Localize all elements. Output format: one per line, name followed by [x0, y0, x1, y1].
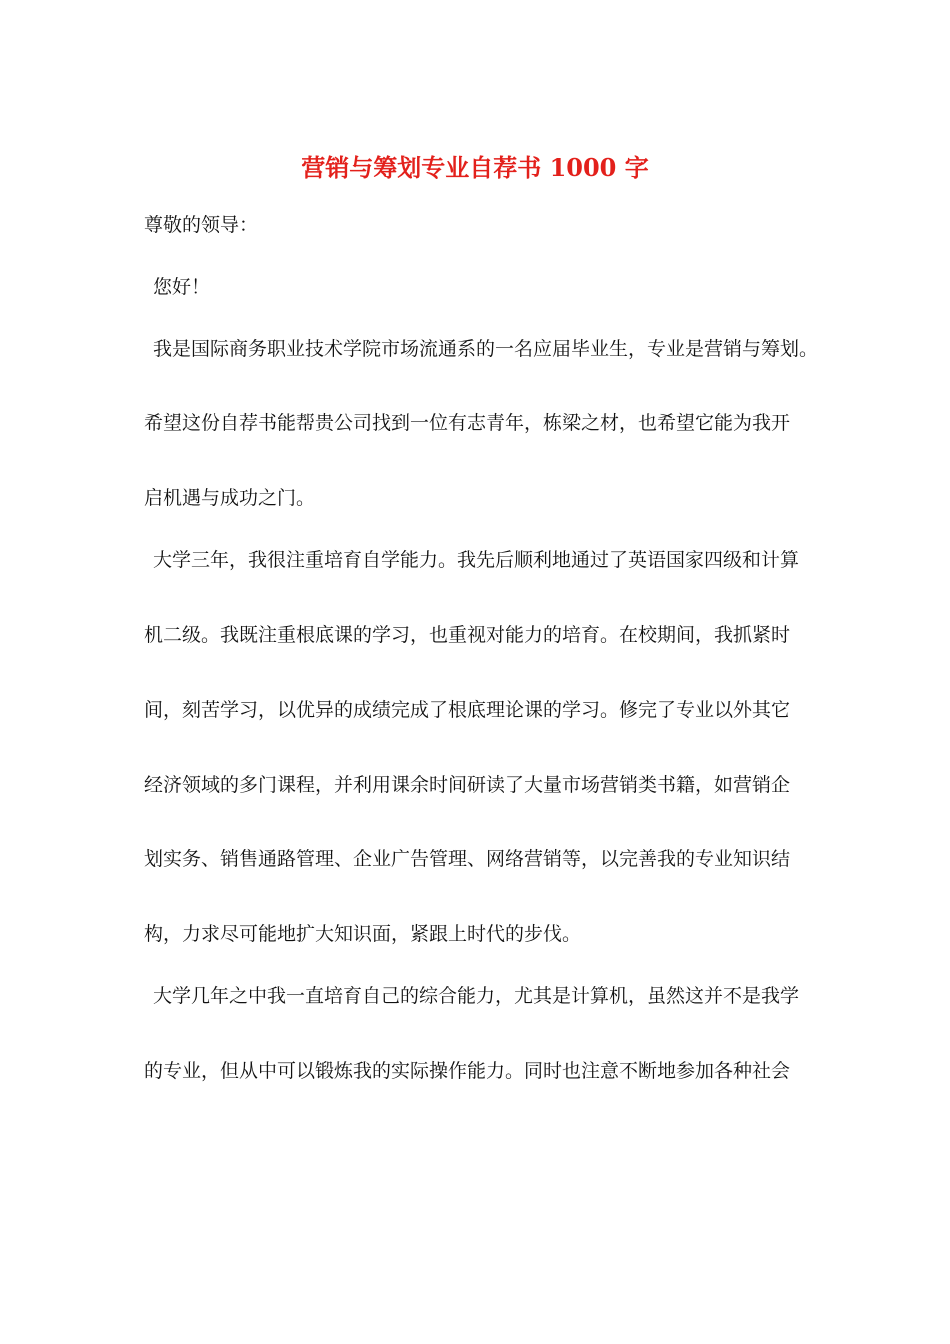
paragraph-line: 的专业，但从中可以锻炼我的实际操作能力。同时也注意不断地参加各种社会	[144, 1060, 791, 1082]
paragraph-line: 机二级。我既注重根底课的学习，也重视对能力的培育。在校期间，我抓紧时	[144, 624, 791, 646]
paragraph-line: 大学几年之中我一直培育自己的综合能力，尤其是计算机，虽然这并不是我学	[153, 985, 800, 1007]
paragraph-line: 划实务、销售通路管理、企业广告管理、网络营销等，以完善我的专业知识结	[144, 848, 791, 870]
paragraph-line: 构，力求尽可能地扩大知识面，紧跟上时代的步伐。	[144, 923, 582, 945]
greeting: 您好！	[153, 276, 211, 298]
paragraph-line: 经济领域的多门课程，并利用课余时间研读了大量市场营销类书籍，如营销企	[144, 774, 791, 796]
document-title: 营销与筹划专业自荐书 1000 字	[301, 153, 649, 182]
paragraph-line: 大学三年，我很注重培育自学能力。我先后顺利地通过了英语国家四级和计算	[153, 549, 800, 571]
paragraph-line: 希望这份自荐书能帮贵公司找到一位有志青年，栋梁之材，也希望它能为我开	[144, 412, 791, 434]
paragraph-line: 我是国际商务职业技术学院市场流通系的一名应届毕业生，专业是营销与筹划。	[153, 338, 819, 360]
paragraph-line: 启机遇与成功之门。	[144, 487, 316, 509]
salutation: 尊敬的领导：	[144, 214, 259, 236]
paragraph-line: 间，刻苦学习，以优异的成绩完成了根底理论课的学习。修完了专业以外其它	[144, 699, 791, 721]
